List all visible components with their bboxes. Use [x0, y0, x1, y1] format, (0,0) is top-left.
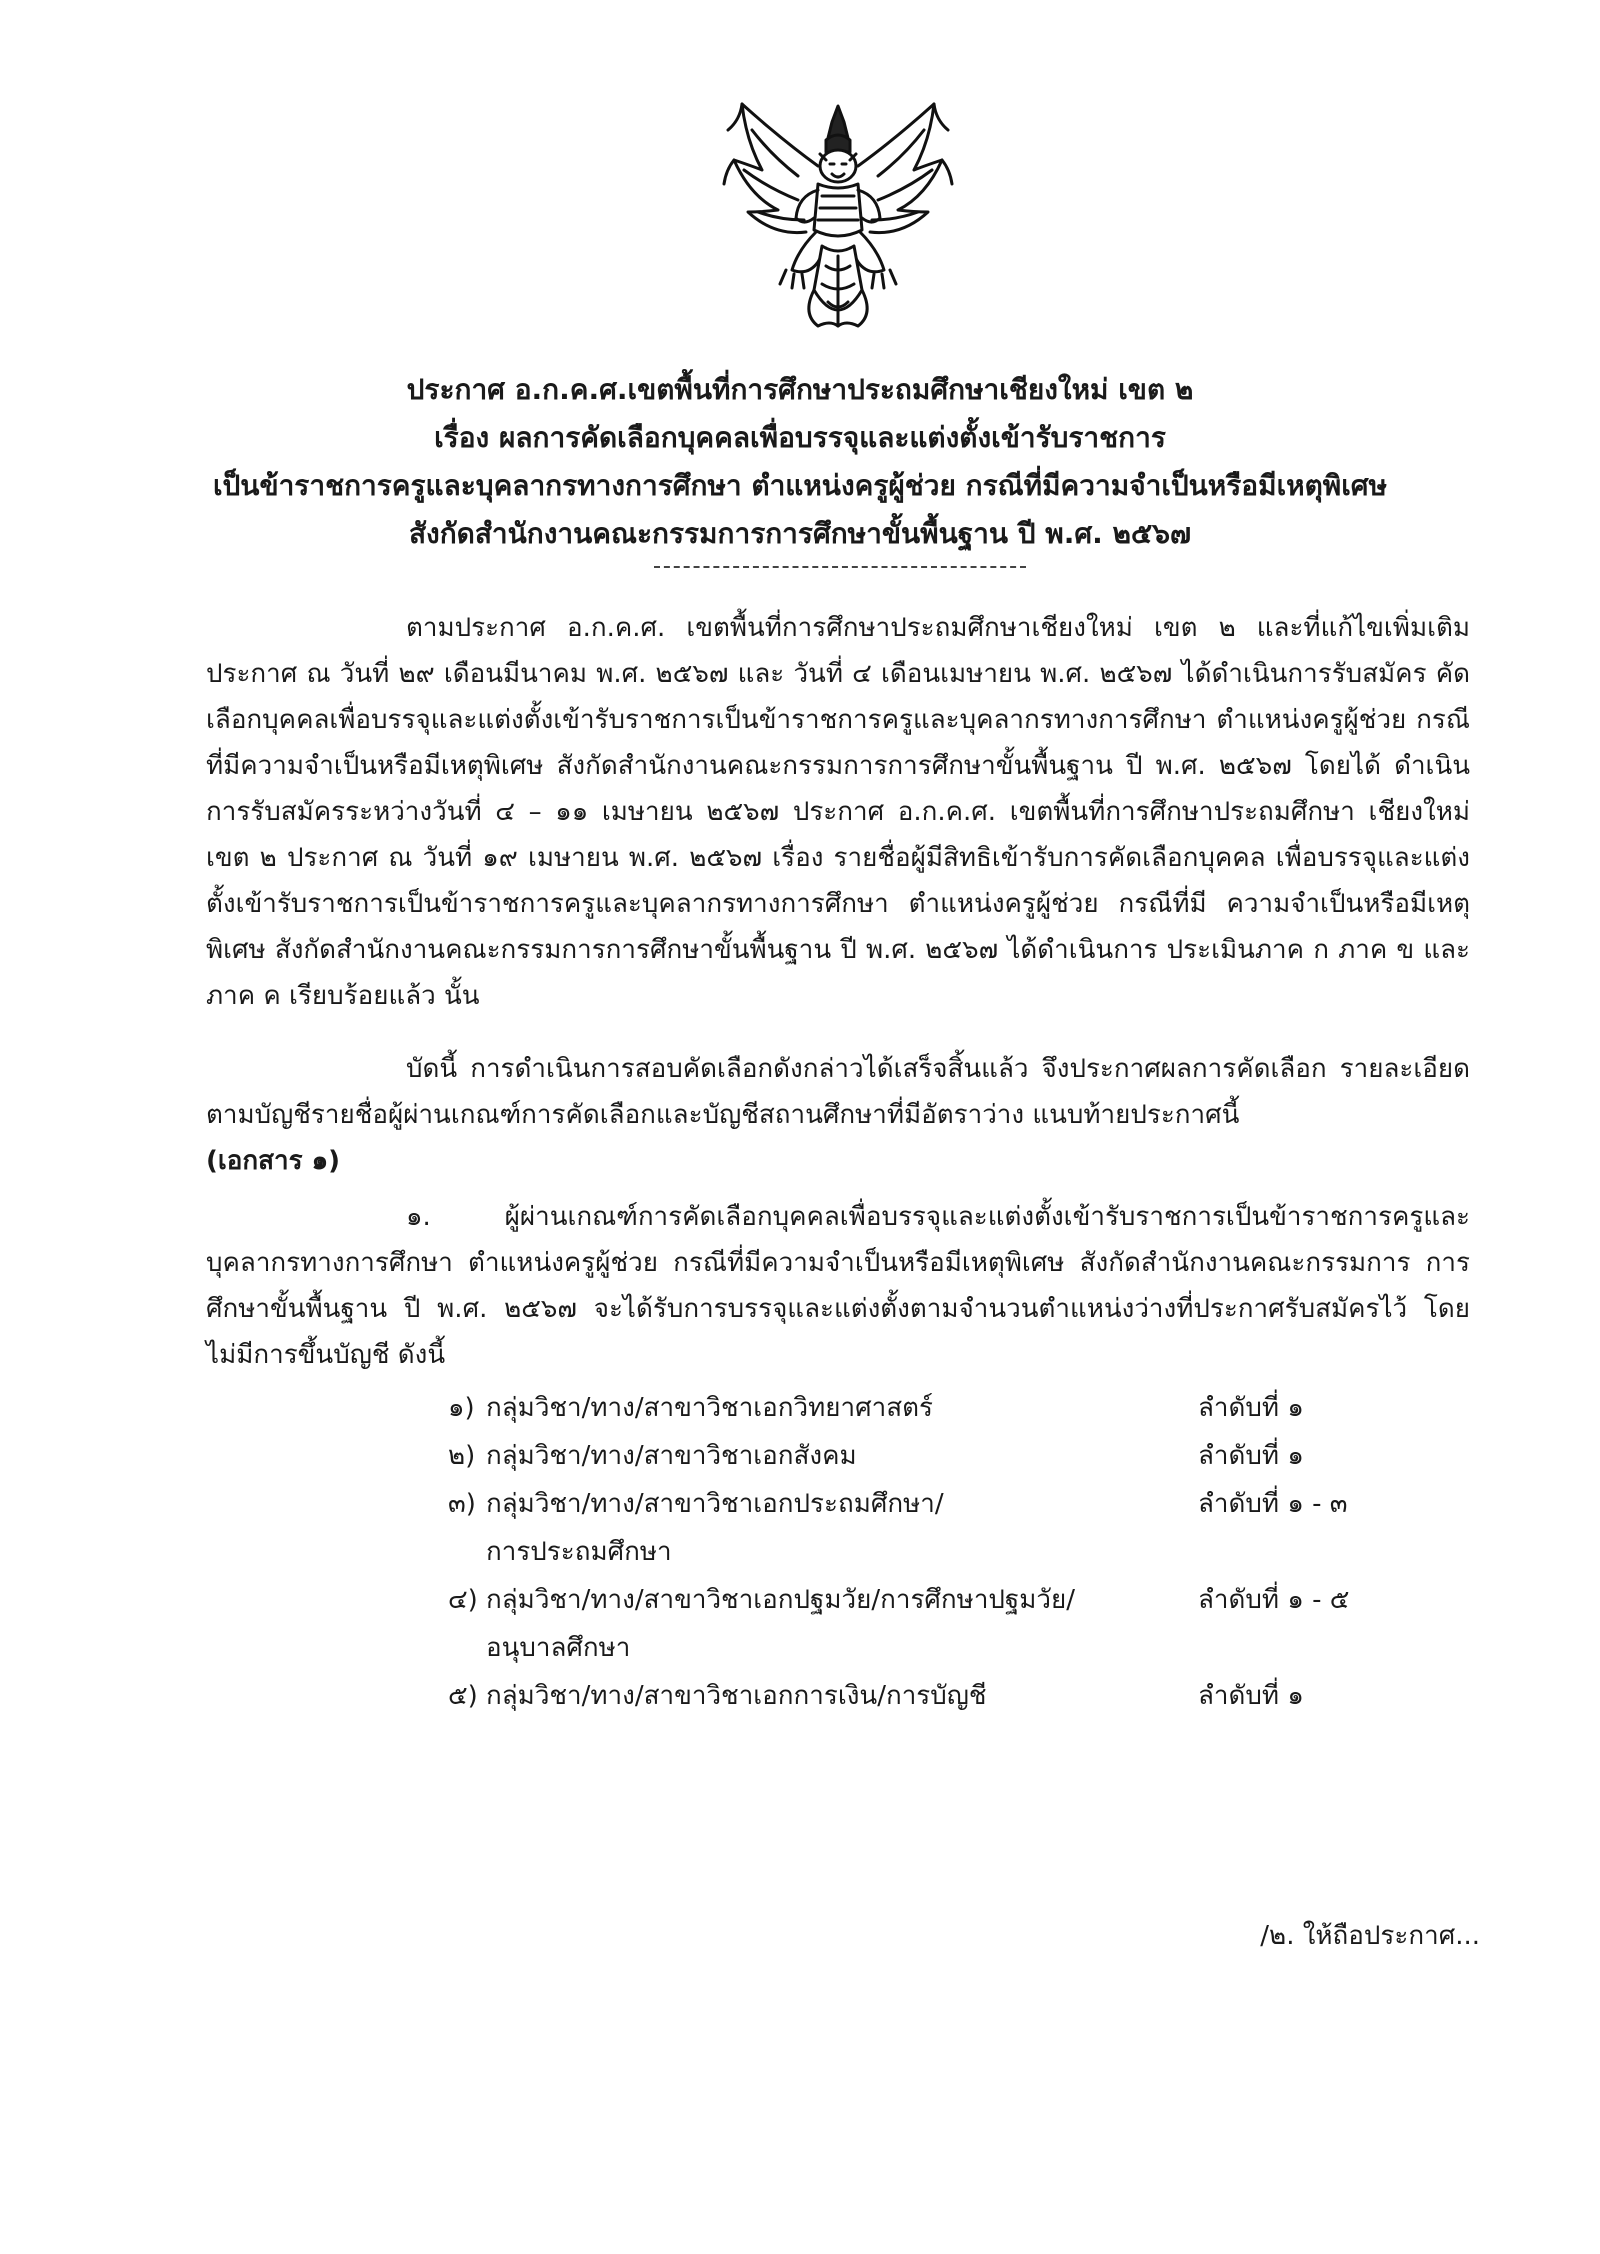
paragraph-item-1: ๑. ผู้ผ่านเกณฑ์การคัดเลือกบุคคลเพื่อบรรจุและแต่งตั้งเข้ารับราชการเป็นข้าราชการครูและ บุคลากรทางการศึกษา ตำแหน่งครูผู้ช่วย กรณีที่มีความจำเป็นหรือมีเหตุพิเศษ สังกัดสำนักงานคณะกรรมการ การศึกษาขั้นพื้นฐาน ปี พ.ศ. ๒๕๖๗ จะได้รับการบรรจุและแต่งตั้งตามจำนวนตำแหน่งว่างที่ประกาศรับสมัครไว้ โดยไม่มีการขึ้นบัญชี ดังนี้	[206, 1202, 1470, 1370]
heading-separator	[654, 566, 1026, 568]
subject-group-list	[448, 1384, 1348, 1720]
heading-line-4: สังกัดสำนักงานคณะกรรมการการศึกษาขั้นพื้นฐาน ปี พ.ศ. ๒๕๖๗	[408, 517, 1192, 550]
group-number: ๒)	[448, 1441, 476, 1471]
group-number: ๔)	[448, 1585, 478, 1615]
group-name	[486, 1432, 1198, 1480]
group-name-continuation: การประถมศึกษา	[486, 1537, 672, 1567]
announcement-heading	[120, 366, 1480, 558]
group-name	[486, 1480, 1198, 1576]
group-name-text: กลุ่มวิชา/ทาง/สาขาวิชาเอกสังคม	[486, 1441, 857, 1471]
group-name	[486, 1384, 1198, 1432]
paragraph-announcement	[206, 1046, 1470, 1184]
group-rank: ลำดับที่ ๑ - ๕	[1198, 1585, 1350, 1615]
group-name-text: กลุ่มวิชา/ทาง/สาขาวิชาเอกการเงิน/การบัญชี	[486, 1681, 987, 1711]
list-item	[448, 1480, 1348, 1576]
group-name	[486, 1672, 1198, 1720]
document-reference: (เอกสาร ๑)	[206, 1146, 340, 1176]
group-number: ๑)	[448, 1393, 475, 1423]
page-continuation-note: /๒. ให้ถือประกาศ...	[1260, 1921, 1480, 1951]
heading-line-1: ประกาศ อ.ก.ค.ศ.เขตพื้นที่การศึกษาประถมศึกษาเชียงใหม่ เขต ๒	[406, 373, 1194, 406]
group-name-text: กลุ่มวิชา/ทาง/สาขาวิชาเอกประถมศึกษา/	[486, 1489, 944, 1519]
heading-line-2: เรื่อง ผลการคัดเลือกบุคคลเพื่อบรรจุและแต่งตั้งเข้ารับราชการ	[434, 421, 1166, 454]
list-item	[448, 1384, 1348, 1432]
group-number: ๕)	[448, 1681, 478, 1711]
list-item	[448, 1576, 1348, 1672]
paragraph-announcement-text: บัดนี้ การดำเนินการสอบคัดเลือกดังกล่าวได้เสร็จสิ้นแล้ว จึงประกาศผลการคัดเลือก รายละเอียดตามบัญชีรายชื่อผู้ผ่านเกณฑ์การคัดเลือกและบัญชีสถานศึกษาที่มีอัตราว่าง แนบท้ายประกาศนี้	[206, 1054, 1470, 1130]
group-name-text: กลุ่มวิชา/ทาง/สาขาวิชาเอกวิทยาศาสตร์	[486, 1393, 933, 1423]
group-rank: ลำดับที่ ๑ - ๓	[1198, 1489, 1348, 1519]
group-rank: ลำดับที่ ๑	[1198, 1681, 1304, 1711]
group-name	[486, 1576, 1198, 1672]
group-number: ๓)	[448, 1489, 476, 1519]
group-rank: ลำดับที่ ๑	[1198, 1441, 1304, 1471]
list-item	[448, 1432, 1348, 1480]
group-name-continuation: อนุบาลศึกษา	[486, 1633, 631, 1663]
paragraph-background: ตามประกาศ อ.ก.ค.ศ. เขตพื้นที่การศึกษาประถมศึกษาเชียงใหม่ เขต ๒ และที่แก้ไขเพิ่มเติม ประกาศ ณ วันที่ ๒๙ เดือนมีนาคม พ.ศ. ๒๕๖๗ และ วันที่ ๔ เดือนเมษายน พ.ศ. ๒๕๖๗ ได้ดำเนินการรับสมัคร คัดเลือกบุคคลเพื่อบรรจุและแต่งตั้งเข้ารับราชการเป็นข้าราชการครูและบุคลากรทางการศึกษา ตำแหน่งครูผู้ช่วย กรณีที่มีความจำเป็นหรือมีเหตุพิเศษ สังกัดสำนักงานคณะกรรมการการศึกษาขั้นพื้นฐาน ปี พ.ศ. ๒๕๖๗ โดยได้ ดำเนินการรับสมัครระหว่างวันที่ ๔ – ๑๑ เมษายน ๒๕๖๗ ประกาศ อ.ก.ค.ศ. เขตพื้นที่การศึกษาประถมศึกษา เชียงใหม่ เขต ๒ ประกาศ ณ วันที่ ๑๙ เมษายน พ.ศ. ๒๕๖๗ เรื่อง รายชื่อผู้มีสิทธิเข้ารับการคัดเลือกบุคคล เพื่อบรรจุและแต่งตั้งเข้ารับราชการเป็นข้าราชการครูและบุคลากรทางการศึกษา ตำแหน่งครูผู้ช่วย กรณีที่มี ความจำเป็นหรือมีเหตุพิเศษ สังกัดสำนักงานคณะกรรมการการศึกษาขั้นพื้นฐาน ปี พ.ศ. ๒๕๖๗ ได้ดำเนินการ ประเมินภาค ก ภาค ข และ ภาค ค เรียบร้อยแล้ว นั้น	[206, 613, 1470, 1011]
group-rank: ลำดับที่ ๑	[1198, 1393, 1304, 1423]
heading-line-3: เป็นข้าราชการครูและบุคลากรทางการศึกษา ตำแหน่งครูผู้ช่วย กรณีที่มีความจำเป็นหรือมีเหตุพิเศษ	[212, 469, 1388, 502]
group-name-text: กลุ่มวิชา/ทาง/สาขาวิชาเอกปฐมวัย/การศึกษาปฐมวัย/	[486, 1585, 1075, 1615]
list-item	[448, 1672, 1348, 1720]
garuda-emblem-icon	[722, 100, 954, 336]
